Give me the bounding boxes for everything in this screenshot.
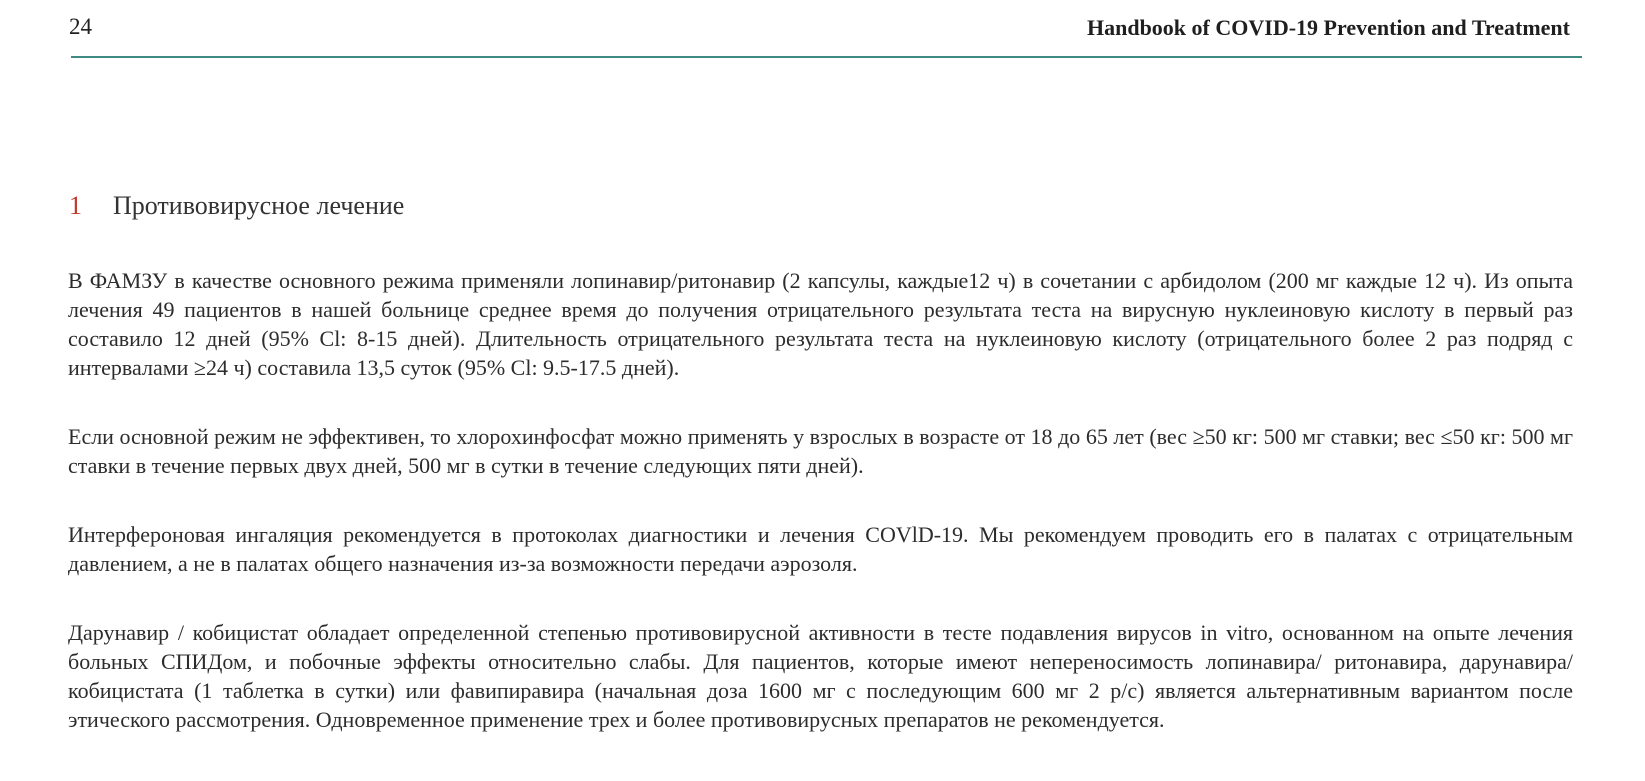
section-title: Противовирусное лечение	[113, 191, 405, 220]
paragraph-lopinavir: В ФАМЗУ в качестве основного режима применяли лопинавир/ритонавир (2 капсулы, каждые12 ч) в сочетании с арбидолом (200 мг каждые 12 ч). Из опыта лечения 49 пациентов в нашей больнице среднее время до получения отрицательного результата теста на вирусную нуклеиновую кислоту в первый раз составило 12 дней (95% Cl: 8-15 дней). Длительность отрицательного результата теста на нуклеиновую кислоту (отрицательного более 2 раз подряд с интервалами ≥24 ч) составила 13,5 суток (95% Cl: 9.5-17.5 дней).	[68, 268, 1573, 380]
section-number: 1	[69, 191, 82, 220]
section-heading	[69, 189, 404, 223]
paragraph-darunavir: Дарунавир / кобицистат обладает определенной степенью противовирусной активности в тесте подавления вирусов in vitro, основанном на опыте лечения больных СПИДом, и побочные эффекты относительно слабы. Для пациентов, которые имеют непереносимость лопинавира/ ритонавира, дарунавира/ кобицистата (1 таблетка в сутки) или фавипиравира (начальная доза 1600 мг с последующим 600 мг 2 р/с) является альтернативным вариантом после этического рассмотрения. Одновременное применение трех и более противовирусных препаратов не рекомендуется.	[68, 620, 1573, 732]
page-number: 24	[69, 14, 92, 39]
body-text	[68, 266, 1573, 774]
paragraph-chloroquine: Если основной режим не эффективен, то хлорохинфосфат можно применять у взрослых в возрасте от 18 до 65 лет (вес ≥50 кг: 500 мг ставки; вес ≤50 кг: 500 мг ставки в течение первых двух дней, 500 мг в сутки в течение следующих пяти дней).	[68, 424, 1573, 478]
header-rule	[71, 56, 1582, 58]
running-title: Handbook of COVID-19 Prevention and Treatment	[1086, 15, 1570, 40]
paragraph-interferon: Интерфероновая ингаляция рекомендуется в протоколах диагностики и лечения COVlD-19. Мы рекомендуем проводить его в палатах с отрицательным давлением, а не в палатах общего назначения из-за возможности передачи аэрозоля.	[68, 522, 1573, 576]
